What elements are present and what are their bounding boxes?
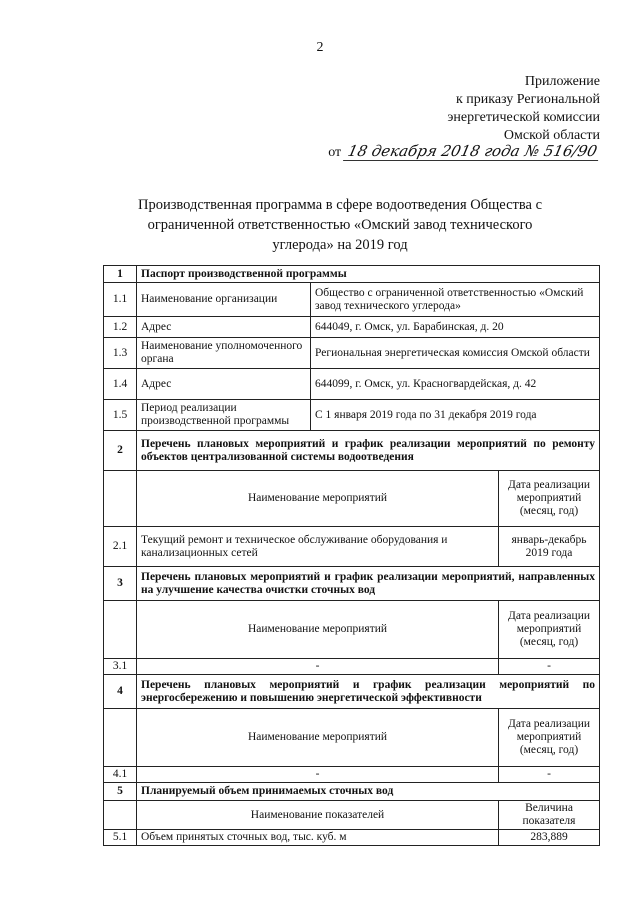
column-header-name: Наименование мероприятий: [137, 709, 499, 767]
section-number: 1: [104, 266, 137, 283]
row-date: -: [499, 659, 600, 675]
section-header-row: [104, 567, 600, 601]
row-number: 4.1: [104, 767, 137, 783]
row-value: 283,889: [499, 830, 600, 846]
row-name: Текущий ремонт и техническое обслуживание оборудования и канализационных сетей: [137, 527, 499, 567]
row-number: 1.4: [104, 369, 137, 400]
empty-cell: [104, 471, 137, 527]
section-title: Планируемый объем принимаемых сточных вод: [137, 783, 600, 801]
row-number: 1.1: [104, 283, 137, 317]
table-row: [104, 659, 600, 675]
section-title: Перечень плановых мероприятий и график реализации мероприятий по ремонту объектов централизованной системы водоотведения: [137, 431, 600, 471]
row-name: -: [137, 767, 499, 783]
appendix-line: к приказу Региональной: [455, 92, 600, 107]
document-title: Производственная программа в сфере водоотведения Общества с ограниченной ответственностью «Омский завод технического углерода» на 2019 год: [137, 197, 543, 253]
row-number: 2.1: [104, 527, 137, 567]
appendix-line: Приложение: [524, 74, 600, 89]
order-date-handwritten: 18 декабря 2018 года: [343, 142, 525, 161]
row-number: 3.1: [104, 659, 137, 675]
section-title: Перечень плановых мероприятий и график реализации мероприятий, направленных на улучшение качества очистки сточных вод: [137, 567, 600, 601]
row-value: 644049, г. Омск, ул. Барабинская, д. 20: [311, 317, 600, 338]
empty-cell: [104, 601, 137, 659]
page-number: 2: [316, 40, 324, 55]
section-title: Паспорт производственной программы: [137, 266, 600, 283]
order-number-handwritten: № 516/90: [520, 142, 602, 161]
section-header-row: [104, 266, 600, 283]
row-value: 644099, г. Омск, ул. Красногвардейская, д. 42: [311, 369, 600, 400]
section-header-row: [104, 675, 600, 709]
appendix-header: [447, 73, 600, 145]
section-number: 5: [104, 783, 137, 801]
row-number: 5.1: [104, 830, 137, 846]
column-header-name: Наименование мероприятий: [137, 601, 499, 659]
table-row: [104, 338, 600, 369]
column-header-name: Наименование показателей: [137, 801, 499, 830]
row-date: -: [499, 767, 600, 783]
column-header-row: [104, 801, 600, 830]
appendix-line: Омской области: [503, 128, 600, 143]
order-reference: [328, 142, 600, 161]
section-title: Перечень плановых мероприятий и график реализации мероприятий по энергосбережению и повышению энергетической эффективности: [137, 675, 600, 709]
column-header-value: Величина показателя: [499, 801, 600, 830]
appendix-line: энергетической комиссии: [447, 110, 600, 125]
section-header-row: [104, 783, 600, 801]
column-header-row: [104, 471, 600, 527]
empty-cell: [104, 801, 137, 830]
column-header-date: Дата реализации мероприятий (месяц, год): [499, 709, 600, 767]
program-table: [103, 265, 600, 846]
row-value: Общество с ограниченной ответственностью «Омский завод технического углерода»: [311, 283, 600, 317]
column-header-row: [104, 601, 600, 659]
row-value: Региональная энергетическая комиссия Омской области: [311, 338, 600, 369]
row-name: Объем принятых сточных вод, тыс. куб. м: [137, 830, 499, 846]
table-row: [104, 369, 600, 400]
order-prefix: от: [328, 145, 342, 160]
row-label: Наименование уполномоченного органа: [137, 338, 311, 369]
table-row: [104, 527, 600, 567]
column-header-name: Наименование мероприятий: [137, 471, 499, 527]
row-number: 1.5: [104, 400, 137, 431]
table-row: [104, 317, 600, 338]
row-value: С 1 января 2019 года по 31 декабря 2019 года: [311, 400, 600, 431]
section-number: 2: [104, 431, 137, 471]
column-header-row: [104, 709, 600, 767]
section-number: 3: [104, 567, 137, 601]
row-number: 1.2: [104, 317, 137, 338]
row-number: 1.3: [104, 338, 137, 369]
table-row: [104, 767, 600, 783]
table-row: [104, 830, 600, 846]
row-label: Адрес: [137, 317, 311, 338]
section-number: 4: [104, 675, 137, 709]
column-header-date: Дата реализации мероприятий (месяц, год): [499, 471, 600, 527]
table-row: [104, 400, 600, 431]
row-name: -: [137, 659, 499, 675]
row-label: Период реализации производственной программы: [137, 400, 311, 431]
empty-cell: [104, 709, 137, 767]
row-label: Наименование организации: [137, 283, 311, 317]
column-header-date: Дата реализации мероприятий (месяц, год): [499, 601, 600, 659]
table-row: [104, 283, 600, 317]
section-header-row: [104, 431, 600, 471]
row-label: Адрес: [137, 369, 311, 400]
row-date: январь-декабрь 2019 года: [499, 527, 600, 567]
